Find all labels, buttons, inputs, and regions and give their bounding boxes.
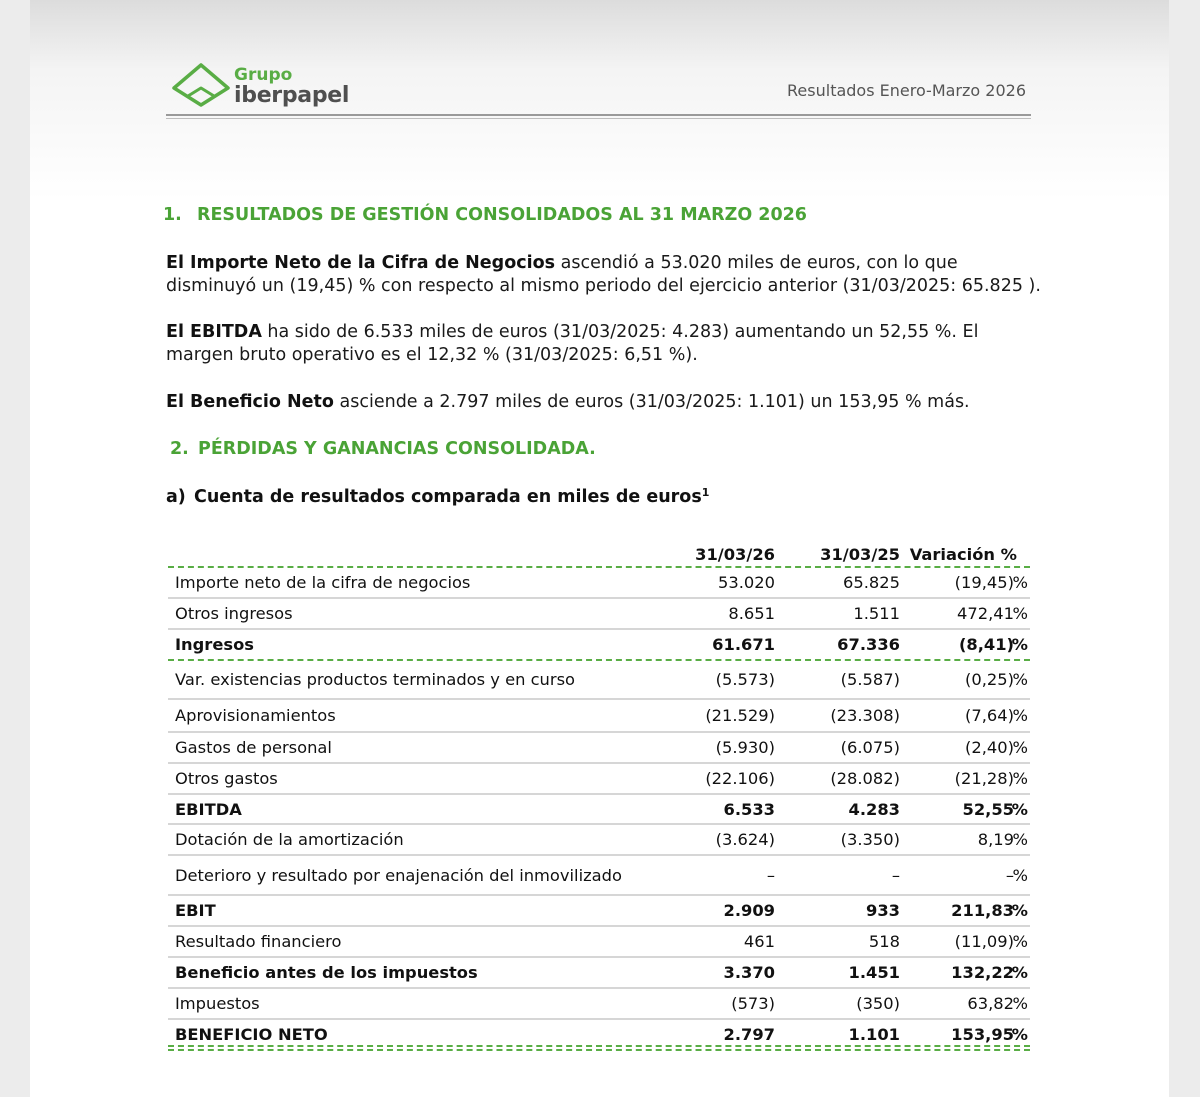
subsection-a-title: Cuenta de resultados comparada en miles de euros [194, 487, 702, 507]
variation-value: (7,64) [965, 706, 1014, 725]
percent-symbol: % [1011, 800, 1028, 819]
variation-value: 211,83 [951, 901, 1014, 920]
row-label: Dotación de la amortización [175, 830, 404, 849]
house-logo-icon [172, 62, 230, 108]
variation-value: (19,45) [954, 573, 1014, 592]
table-row [168, 825, 1030, 856]
row-label: Deterioro y resultado por enajenación del inmovilizado [175, 866, 622, 885]
percent-symbol: % [1012, 932, 1028, 951]
value-2026: 2.909 [723, 901, 775, 920]
percent-symbol: % [1011, 963, 1028, 982]
table-bottom-rule [168, 1045, 1030, 1047]
table-row [168, 700, 1030, 733]
value-2025: (28.082) [830, 769, 900, 788]
variation-value: (21,28) [954, 769, 1014, 788]
value-2025: 1.511 [853, 604, 900, 623]
row-label: Ingresos [175, 635, 254, 654]
value-2025: (5.587) [840, 670, 900, 689]
value-2025: 518 [868, 932, 900, 951]
value-2025: (6.075) [840, 738, 900, 757]
percent-symbol: % [1012, 738, 1028, 757]
table-row [168, 856, 1030, 896]
income-statement-table [168, 540, 1030, 1051]
section-1-heading [163, 205, 807, 225]
subsection-a-heading [166, 486, 709, 507]
header-variation: Variación % [909, 545, 1017, 564]
table-header [168, 540, 1030, 568]
value-2026: 53.020 [718, 573, 775, 592]
value-2025: 1.451 [848, 963, 900, 982]
variation-value: (0,25) [965, 670, 1014, 689]
variation-value: (2,40) [965, 738, 1014, 757]
table-row [168, 958, 1030, 989]
section-2-title: PÉRDIDAS Y GANANCIAS CONSOLIDADA. [198, 439, 596, 459]
percent-symbol: % [1011, 901, 1028, 920]
value-2026: 6.533 [723, 800, 775, 819]
value-2026: 61.671 [712, 635, 775, 654]
paragraph-revenue-text: ascendió a 53.020 miles de euros, con lo que disminuyó un (19,45) % con respecto al mismo periodo del ejercicio anterior (31/03/2025: 65.825 ). [166, 253, 1041, 296]
row-label: Impuestos [175, 994, 260, 1013]
right-margin [1169, 0, 1200, 1097]
section-1-title: RESULTADOS DE GESTIÓN CONSOLIDADOS AL 31 MARZO 2026 [197, 205, 807, 225]
table-row [168, 896, 1030, 927]
value-2025: 65.825 [843, 573, 900, 592]
row-label: Resultado financiero [175, 932, 342, 951]
percent-symbol: % [1012, 769, 1028, 788]
paragraph-ebitda-bold: El EBITDA [166, 322, 262, 342]
row-label: Importe neto de la cifra de negocios [175, 573, 471, 592]
paragraph-revenue [166, 252, 1046, 298]
percent-symbol: % [1011, 1025, 1028, 1044]
table-row [168, 630, 1030, 661]
table-row [168, 568, 1030, 599]
percent-symbol: % [1012, 706, 1028, 725]
variation-value: 132,22 [951, 963, 1014, 982]
variation-value: 153,95 [951, 1025, 1014, 1044]
table-row [168, 599, 1030, 630]
row-label: Aprovisionamientos [175, 706, 336, 725]
value-2026: 3.370 [723, 963, 775, 982]
variation-value: 52,55 [962, 800, 1014, 819]
value-2025: (23.308) [830, 706, 900, 725]
value-2026: (3.624) [715, 830, 775, 849]
percent-symbol: % [1012, 994, 1028, 1013]
table-row [168, 764, 1030, 795]
value-2026: (21.529) [705, 706, 775, 725]
paragraph-revenue-bold: El Importe Neto de la Cifra de Negocios [166, 253, 556, 273]
percent-symbol: % [1012, 866, 1028, 885]
percent-symbol: % [1012, 573, 1028, 592]
percent-symbol: % [1012, 604, 1028, 623]
row-label: Gastos de personal [175, 738, 332, 757]
variation-value: (8,41) [958, 635, 1014, 654]
value-2025: 933 [866, 901, 900, 920]
left-margin [0, 0, 30, 1097]
company-logo [172, 60, 350, 110]
paragraph-ebitda [166, 321, 1046, 367]
table-row [168, 733, 1030, 764]
table-row [168, 927, 1030, 958]
logo-grupo-text: Grupo [234, 65, 293, 85]
section-2-heading [170, 439, 596, 459]
table-row [168, 795, 1030, 825]
paragraph-net-profit-text: asciende a 2.797 miles de euros (31/03/2025: 1.101) un 153,95 % más. [333, 392, 970, 412]
table-body [168, 568, 1030, 1051]
row-label: Otros ingresos [175, 604, 293, 623]
value-2026: 461 [743, 932, 775, 951]
percent-symbol: % [1012, 830, 1028, 849]
value-2026: 8.651 [728, 604, 775, 623]
paragraph-net-profit [166, 391, 1046, 414]
variation-value: (11,09) [954, 932, 1014, 951]
logo-company-name: iberpapel [234, 83, 350, 108]
value-2025: 4.283 [848, 800, 900, 819]
row-label: EBITDA [175, 800, 242, 819]
header-rule-thin [166, 118, 1031, 119]
value-2026: (5.573) [715, 670, 775, 689]
value-2026: (5.930) [715, 738, 775, 757]
variation-value: – [1005, 866, 1014, 885]
row-label: Var. existencias productos terminados y en curso [175, 670, 576, 689]
value-2025: – [891, 866, 900, 885]
section-2-number: 2. [170, 439, 189, 459]
row-label: Beneficio antes de los impuestos [175, 963, 478, 982]
variation-value: 63,82 [967, 994, 1014, 1013]
paragraph-ebitda-text: ha sido de 6.533 miles de euros (31/03/2025: 4.283) aumentando un 52,55 %. El margen bruto operativo es el 12,32 % (31/03/2025: 6,51 %). [166, 322, 979, 365]
row-label: EBIT [175, 901, 216, 920]
value-2026: 2.797 [723, 1025, 775, 1044]
subsection-a-number: a) [166, 487, 186, 507]
value-2026: (22.106) [705, 769, 775, 788]
row-label: BENEFICIO NETO [175, 1025, 328, 1044]
table-row [168, 661, 1030, 700]
percent-symbol: % [1011, 635, 1028, 654]
variation-value: 8,19 [977, 830, 1014, 849]
value-2025: 1.101 [848, 1025, 900, 1044]
report-title: Resultados Enero-Marzo 2026 [787, 81, 1026, 100]
header-2026: 31/03/26 [695, 545, 775, 564]
value-2025: (3.350) [840, 830, 900, 849]
variation-value: 472,41 [957, 604, 1014, 623]
paragraph-net-profit-bold: El Beneficio Neto [166, 392, 334, 412]
value-2025: 67.336 [837, 635, 900, 654]
percent-symbol: % [1012, 670, 1028, 689]
value-2025: (350) [856, 994, 900, 1013]
header-rule [166, 114, 1031, 116]
table-row [168, 989, 1030, 1020]
header-2025: 31/03/25 [820, 545, 900, 564]
value-2026: – [766, 866, 775, 885]
row-label: Otros gastos [175, 769, 278, 788]
section-1-number: 1. [163, 205, 182, 225]
value-2026: (573) [731, 994, 775, 1013]
footnote-marker: 1 [701, 486, 710, 499]
